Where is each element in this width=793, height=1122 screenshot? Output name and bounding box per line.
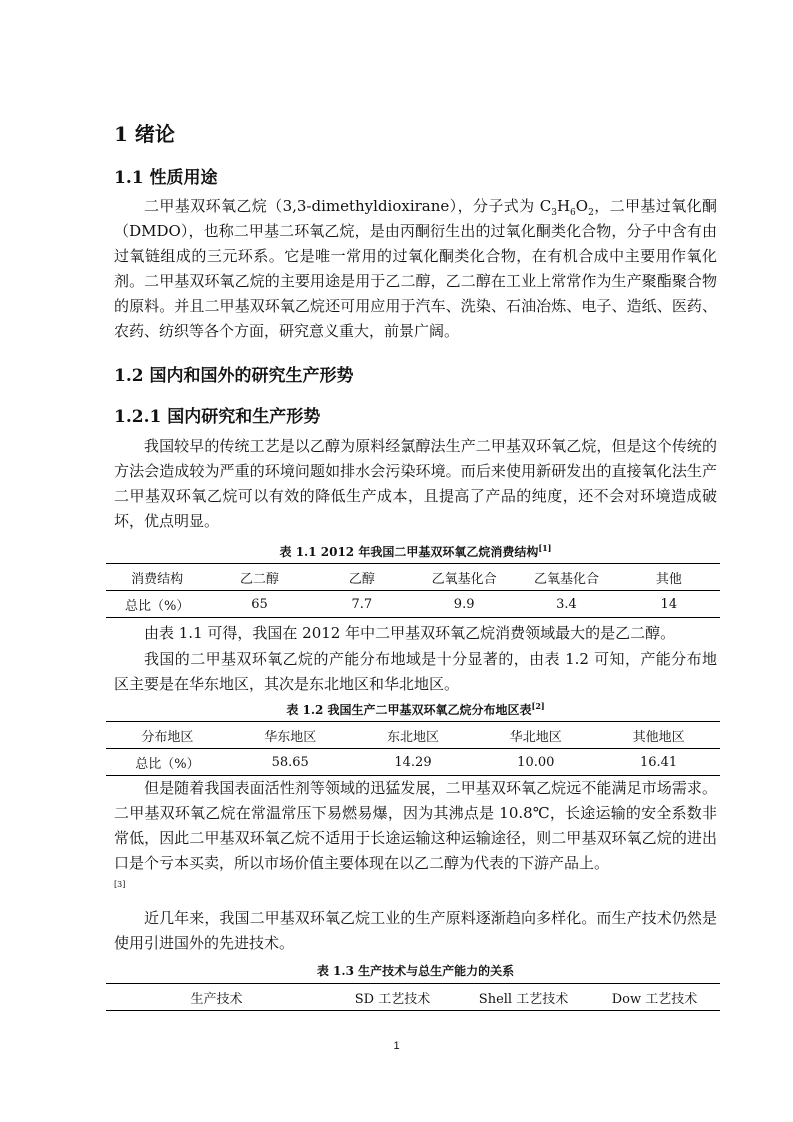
table-1-2-caption: 表 1.2 我国生产二甲基双环氧乙烷分布地区表[2] [286,701,545,717]
table-header-cell: 其他地区 [597,722,720,749]
distribution-region-table [106,721,720,776]
paragraph-domestic-process: 我国较早的传统工艺是以乙醇为原料经氯醇法生产二甲基双环氧乙烷，但是这个传统的方法会造成较为严重的环境问题如排水会污染环境。而后来使用新研发出的直接氧化法生产二甲基双环氧乙烷可以有效的降低生产成本，且提高了产品的纯度，还不会对环境造成破坏，优点明显。 [114,437,717,530]
table-header-row [106,564,720,591]
section-title-1-2: 1.2 国内和国外的研究生产形势 [114,366,354,386]
table-header-cell: 华东地区 [229,722,352,749]
paragraph-market-demand: 但是随着我国表面活性剂等领域的迅猛发展，二甲基双环氧乙烷远不能满足市场需求。二甲基双环氧乙烷在常温常压下易燃易爆，因为其沸点是 10.8℃，长途运输的安全系数非常低，因此二甲基双环氧乙烷不适用于长途运输这种运输途径，则二甲基双环氧乙烷的进出口是个亏本买卖，所以市场价值主要体现在以乙二醇为代表的下游产品上。 [114,779,717,872]
table-header-cell: 乙醇 [311,564,413,591]
table-cell: 总比（%） [106,749,229,776]
table-header-cell: 消费结构 [106,564,208,591]
table-row [106,591,720,618]
table-cell: 总比（%） [106,591,208,618]
table-cell: 10.00 [474,749,597,776]
table-header-cell: Dow 工艺技术 [589,984,720,1011]
paragraph-recent-years: 近几年来，我国二甲基双环氧乙烷工业的生产原料逐渐趋向多样化。而生产技术仍然是使用引进国外的先进技术。 [114,909,717,952]
table-cell: 3.4 [515,591,617,618]
table-header-cell: 生产技术 [106,984,327,1011]
table-1-3-caption: 表 1.3 生产技术与总生产能力的关系 [316,964,515,978]
table-header-cell: 乙氧基化合 [413,564,515,591]
table-cell: 16.41 [597,749,720,776]
consumption-structure-table [106,563,720,618]
section-title-1-1: 1.1 性质用途 [114,168,218,188]
table-1-1-caption: 表 1.1 2012 年我国二甲基双环氧乙烷消费结构[1] [279,543,552,559]
table-header-cell: 乙二醇 [208,564,310,591]
citation-3: [3] [114,880,126,889]
production-technology-table [106,983,720,1011]
chapter-title: 1 绪论 [114,122,175,146]
table-header-row [106,984,720,1011]
table-header-cell: SD 工艺技术 [327,984,458,1011]
table-cell: 14.29 [352,749,475,776]
paragraph-table-1-1-note: 由表 1.1 可得，我国在 2012 年中二甲基双环氧乙烷消费领域最大的是乙二醇。 [144,624,676,642]
section-title-1-2-1: 1.2.1 国内研究和生产形势 [114,407,321,427]
table-cell: 65 [208,591,310,618]
table-row [106,749,720,776]
table-cell: 9.9 [413,591,515,618]
paragraph-capacity-distribution: 我国的二甲基双环氧乙烷的产能分布地域是十分显著的，由表 1.2 可知，产能分布地区主要是在华东地区，其次是东北地区和华北地区。 [114,650,717,693]
table-header-row [106,722,720,749]
table-header-cell: 华北地区 [474,722,597,749]
table-header-cell: 乙氧基化合 [515,564,617,591]
table-cell: 58.65 [229,749,352,776]
page-number: 1 [393,1040,400,1052]
table-header-cell: Shell 工艺技术 [458,984,589,1011]
table-header-cell: 分布地区 [106,722,229,749]
table-header-cell: 东北地区 [352,722,475,749]
table-cell: 7.7 [311,591,413,618]
paragraph-properties: 二甲基双环氧乙烷（3,3-dimethyldioxirane），分子式为 $C_3H_6O_2$，二甲基过氧化酮（DMDO），也称二甲基二环氧乙烷，是由丙酮衍生出的过氧化酮类化合物，分子中含有由过氧链组成的三元环系。它是唯一常用的过氧化酮类化合物，在有机合成中主要用作氧化剂。二甲基双环氧乙烷的主要用途是用于乙二醇，乙二醇在工业上常常作为生产聚酯聚合物的原料。并且二甲基双环氧乙烷还可用应用于汽车、洗染、石油冶炼、电子、造纸、医药、农药、纺织等各个方面，研究意义重大，前景广阔。 [114,197,717,340]
table-header-cell: 其他 [618,564,720,591]
table-cell: 14 [618,591,720,618]
